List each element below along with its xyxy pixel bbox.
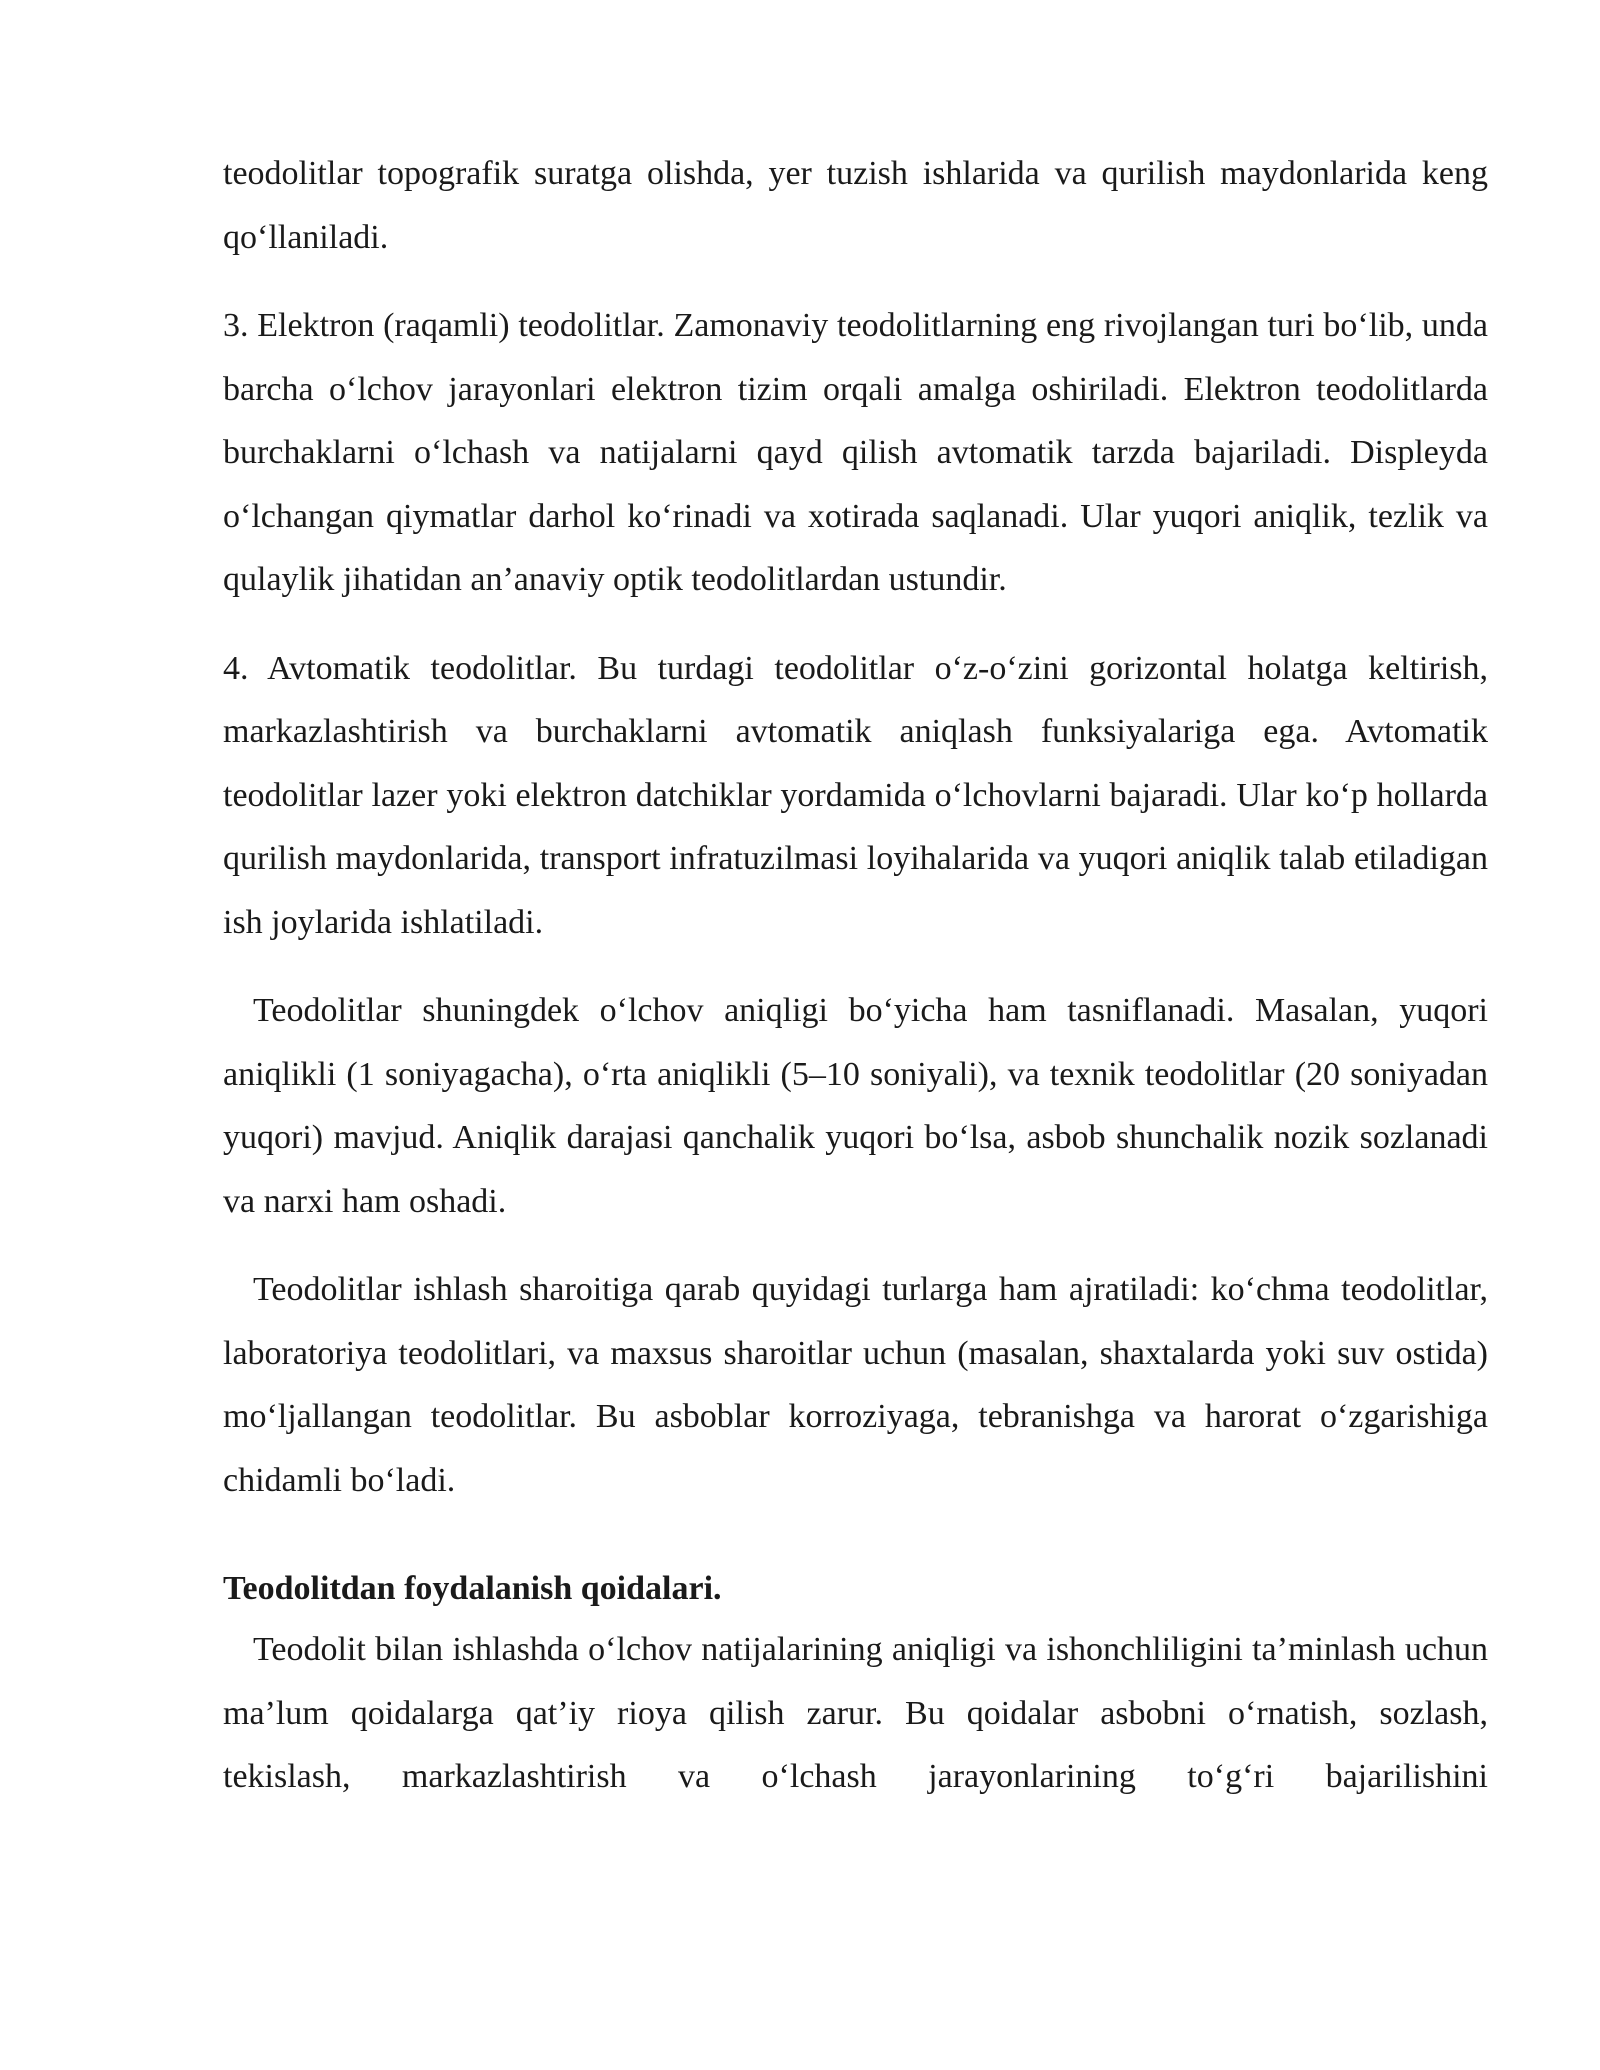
- paragraph-automatic-theodolites: 4. Avtomatik teodolitlar. Bu turdagi teodolitlar o‘z-o‘zini gorizontal holatga keltirish, markazlashtirish va burchaklarni avtomatik aniqlash funksiyalariga ega. Avtomatik teodolitlar lazer yoki elektron datchiklar yordamida o‘lchovlarni bajaradi. Ular ko‘p hollarda qurilish maydonlarida, transport infratuzilmasi loyihalarida va yuqori aniqlik talab etiladigan ish joylarida ishlatiladi.: [223, 649, 1488, 941]
- paragraph-usage-rules: Teodolit bilan ishlashda o‘lchov natijalarining aniqligi va ishonchliligini ta’minlash uchun ma’lum qoidalarga qat’iy rioya qilish zarur. Bu qoidalar asbobni o‘rnatish, sozlash, tekislash, markazlashtirish va o‘lchash jarayonlarining to‘g‘ri bajarilishini: [223, 1631, 1488, 1795]
- section-heading: Teodolitdan foydalanish qoidalari.: [223, 1570, 722, 1607]
- document-body: [223, 142, 1488, 1809]
- paragraph-working-conditions: Teodolitlar ishlash sharoitiga qarab quyidagi turlarga ham ajratiladi: ko‘chma teodolitlar, laboratoriya teodolitlari, va maxsus sharoitlar uchun (masalan, shaxtalarda yoki suv ostida) mo‘ljallangan teodolitlar. Bu asboblar korroziyaga, tebranishga va harorat o‘zgarishiga chidamli bo‘ladi.: [223, 1271, 1488, 1499]
- paragraph-electronic-theodolites: 3. Elektron (raqamli) teodolitlar. Zamonaviy teodolitlarning eng rivojlangan turi bo‘lib, unda barcha o‘lchov jarayonlari elektron tizim orqali amalga oshiriladi. Elektron teodolitlarda burchaklarni o‘lchash va natijalarni qayd qilish avtomatik tarzda bajariladi. Displeyda o‘lchangan qiymatlar darhol ko‘rinadi va xotirada saqlanadi. Ular yuqori aniqlik, tezlik va qulaylik jihatidan an’anaviy optik teodolitlardan ustundir.: [223, 307, 1488, 598]
- paragraph-accuracy-classification: Teodolitlar shuningdek o‘lchov aniqligi bo‘yicha ham tasniflanadi. Masalan, yuqori aniqlikli (1 soniyagacha), o‘rta aniqlikli (5–10 soniyali), va texnik teodolitlar (20 soniyadan yuqori) mavjud. Aniqlik darajasi qanchalik yuqori bo‘lsa, asbob shunchalik nozik sozlanadi va narxi ham oshadi.: [223, 992, 1488, 1220]
- paragraph-continuation: teodolitlar topografik suratga olishda, yer tuzish ishlarida va qurilish maydonlarida keng qo‘llaniladi.: [223, 155, 1488, 256]
